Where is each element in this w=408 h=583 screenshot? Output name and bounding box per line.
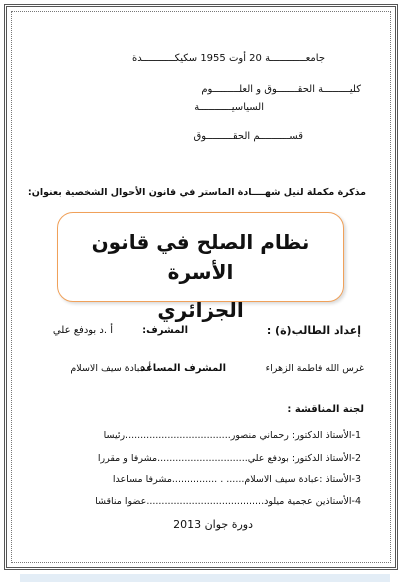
thesis-title-line1: نظام الصلح في قانون الأسرة [91, 230, 310, 284]
committee-member-1: 1-الأستاذ الدكتور: رحماني منصور...................................رئيسا [103, 430, 361, 441]
supervisor-label: المشرف: [142, 325, 188, 336]
session-date: دورة جوان 2013 [173, 518, 253, 531]
memo-intro: مذكرة مكملة لنيل شهــــادة الماستر في قانون الأحوال الشخصية بعنوان: [27, 187, 366, 198]
committee-member-3: 3-الأستاذ :عبادة سيف الاسلام...... . ...............مشرفا مساعدا [112, 474, 361, 485]
assistant-supervisor-label: المشرف المساعد [140, 363, 226, 374]
faculty-line: كليـــــــــة الحقـــــــوق و العلـــــــــوم [201, 84, 361, 95]
assistant-supervisor-name: أ.عبادة سيف الاسلام [70, 363, 151, 374]
supervisor-name: أ .د بودفع علي [52, 325, 113, 336]
committee-member-4: 4-الأستاذين عجمية ميلود.......................................عضوا مناقشا [95, 496, 361, 507]
faculty-line-cont: السياسيـــــــــــة [194, 102, 264, 113]
thesis-title-line2: الجزائري [157, 298, 244, 322]
bottom-strip [20, 574, 390, 582]
university-line: جامعــــــــــــة 20 أوت 1955 سكيكـــــــــــدة [131, 53, 325, 64]
prepared-by-label: إعداد الطالب(ة) : [266, 324, 361, 337]
committee-member-2: 2-الأستاذ الدكتور: بودفع علي..............................مشرفا و مقررا [97, 453, 361, 464]
department-line: قســــــــــم الحقـــــــــوق [193, 131, 303, 142]
thesis-title-box [57, 212, 344, 322]
committee-heading: لجنة المناقشة : [287, 404, 364, 415]
student-name: غرس الله فاطمة الزهراء [265, 363, 364, 374]
